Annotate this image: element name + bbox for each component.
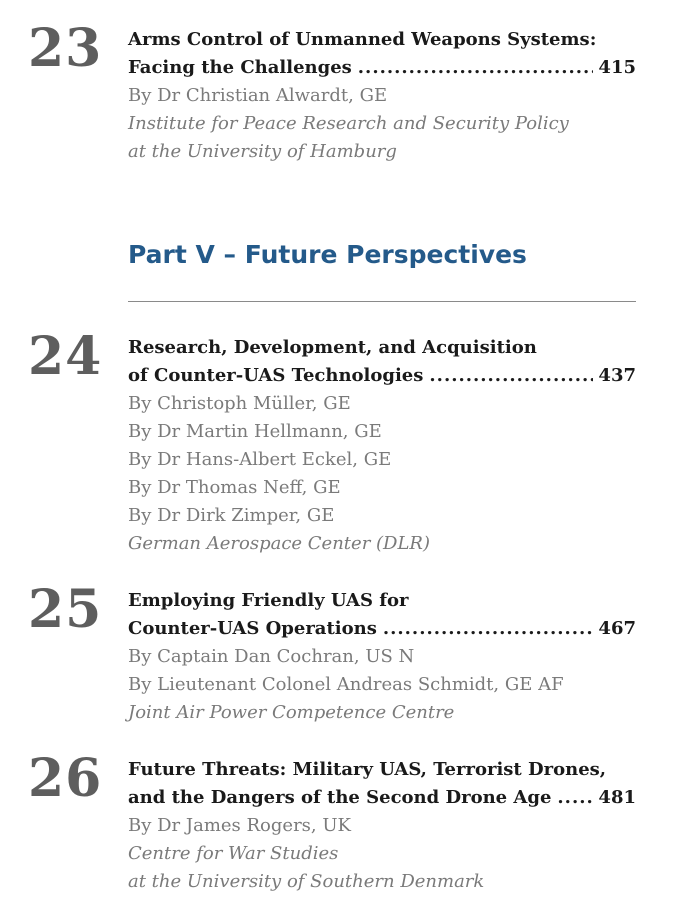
- institution-line: German Aerospace Center (DLR): [128, 533, 431, 554]
- section-divider: [128, 301, 636, 302]
- institution-line: at the University of Southern Denmark: [128, 871, 485, 892]
- chapter-title-line: Research, Development, and Acquisition: [128, 337, 537, 358]
- author-line: By Dr Dirk Zimper, GE: [128, 505, 335, 526]
- dot-leader: [429, 362, 593, 390]
- chapter-title-line: Future Threats: Military UAS, Terrorist Drones,: [128, 759, 607, 780]
- chapter-number: 25: [28, 579, 103, 640]
- entry-body: [128, 26, 636, 166]
- page-number: 415: [598, 57, 636, 78]
- institution-line: Joint Air Power Competence Centre: [128, 702, 455, 723]
- chapter-title-line: Employing Friendly UAS for: [128, 590, 409, 611]
- author-line: By Dr Thomas Neff, GE: [128, 477, 341, 498]
- dot-leader: [557, 784, 593, 812]
- author-line: By Lieutenant Colonel Andreas Schmidt, GE AF: [128, 674, 564, 695]
- chapter-title-leader[interactable]: [128, 362, 636, 390]
- chapter-title-leader[interactable]: [128, 784, 636, 812]
- chapter-title-leader[interactable]: [128, 54, 636, 82]
- institution-line: Centre for War Studies: [128, 843, 339, 864]
- page-number: 467: [598, 618, 636, 639]
- institution-line: Institute for Peace Research and Security Policy: [128, 113, 569, 134]
- page-number: 437: [598, 365, 636, 386]
- author-line: By Dr James Rogers, UK: [128, 815, 351, 836]
- dot-leader: [383, 615, 594, 643]
- chapter-number: 24: [28, 326, 103, 387]
- chapter-title-line: Facing the Challenges: [128, 57, 352, 78]
- author-line: By Dr Hans-Albert Eckel, GE: [128, 449, 392, 470]
- chapter-title-line: Counter-UAS Operations: [128, 618, 377, 639]
- chapter-number: 23: [28, 18, 103, 79]
- entry-body: [128, 756, 636, 896]
- entry-body: [128, 587, 636, 727]
- chapter-title-line: and the Dangers of the Second Drone Age: [128, 787, 552, 808]
- entry-body: [128, 334, 636, 558]
- page-number: 481: [598, 787, 636, 808]
- chapter-title-line: Arms Control of Unmanned Weapons Systems:: [128, 29, 597, 50]
- chapter-title-leader[interactable]: [128, 615, 636, 643]
- part-heading: Part V – Future Perspectives: [128, 240, 527, 269]
- institution-line: at the University of Hamburg: [128, 141, 397, 162]
- author-line: By Christoph Müller, GE: [128, 393, 351, 414]
- author-line: By Dr Martin Hellmann, GE: [128, 421, 382, 442]
- author-line: By Dr Christian Alwardt, GE: [128, 85, 388, 106]
- chapter-title-line: of Counter-UAS Technologies: [128, 365, 424, 386]
- chapter-number: 26: [28, 748, 103, 809]
- dot-leader: [358, 54, 594, 82]
- author-line: By Captain Dan Cochran, US N: [128, 646, 415, 667]
